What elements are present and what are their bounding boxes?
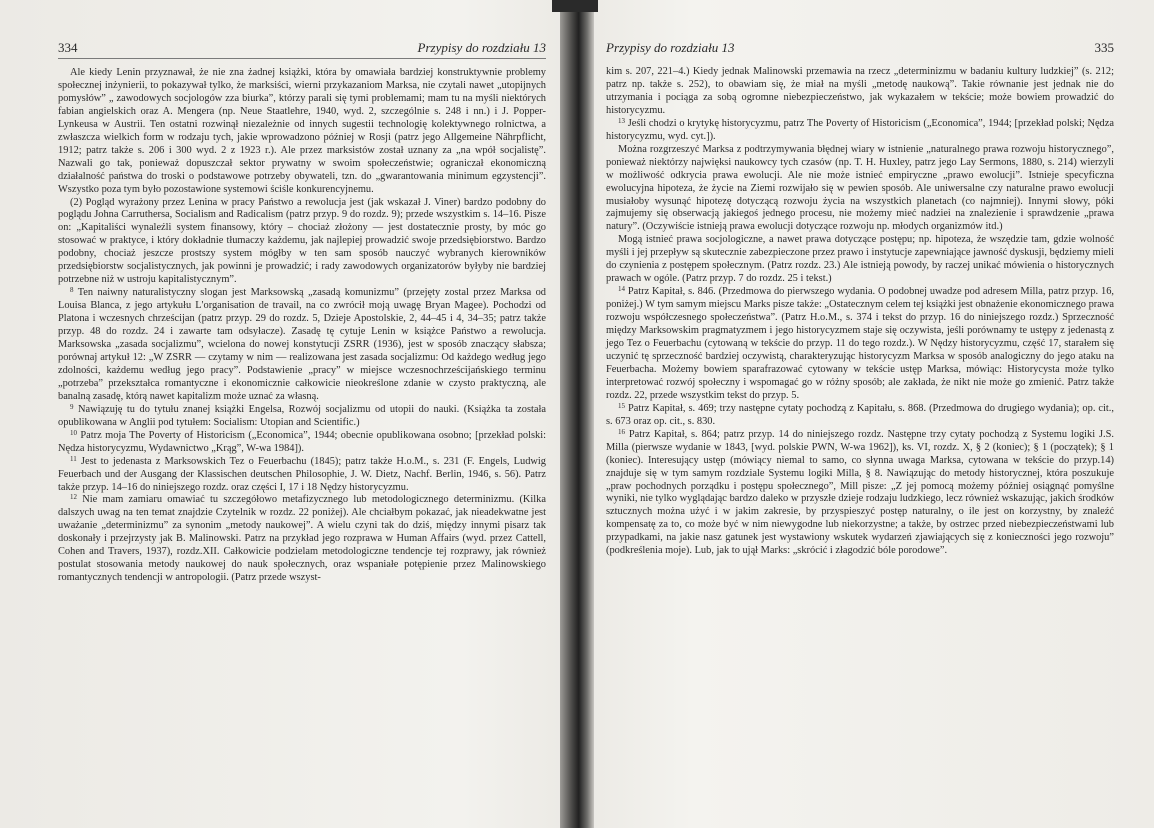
paragraph <box>606 144 1114 235</box>
right-page-text <box>606 66 1114 558</box>
footnote-text: Nawiązuję tu do tytułu znanej książki Engelsa, Rozwój socjalizmu od utopii do nauki. (Książka ta została opublikowana w Anglii pod tytułem: Socialism: Utopian and Scientific.) <box>58 403 546 428</box>
footnote-number: 8 <box>70 286 74 295</box>
paragraph-text: Mogą istnieć prawa socjologiczne, a nawet prawa dotyczące postępu; np. hipoteza, że wszędzie tam, gdzie wolność myśli i jej przepływ są skutecznie zabezpieczone przez prawo i instytucje zapewniające jawność dyskusji, będziemy mieli do czynienia z postępem społecznym. (Patrz rozdz. 23.) Ale istnieją powody, by raczej unikać mówienia o historycznych prawach w ogóle. (Patrz przyp. 7 do rozdz. 25 i tekst.) <box>606 234 1114 285</box>
footnote-text: Jeśli chodzi o krytykę historycyzmu, patrz The Poverty of Historicism („Economica”, 1944; [przekład polski; Nędza historycyzmu, wyd. cyt.]). <box>606 117 1114 142</box>
footnote-number: 13 <box>618 116 625 125</box>
paragraph-text: kim s. 207, 221–4.) Kiedy jednak Malinowski przemawia na rzecz „determinizmu w badaniu kultury ludzkiej” (s. 212; patrz np. także s. 252), to obawiam się, że miał na myśli „metodę naukową”. Takie równanie jest jednak nie do utrzymania i pociąga za sobą ogromne niebezpieczeństwo, jak wykazałem w tekście; może bowiem prowadzić do historycyzmu. <box>606 66 1114 116</box>
paragraph <box>58 67 546 197</box>
right-page-header <box>606 40 1114 58</box>
paragraph <box>606 234 1114 286</box>
footnote-text: Jest to jedenasta z Marksowskich Tez o Feuerbachu (1845); patrz także H.o.M., s. 231 (F. Engels, Ludwig Feuerbach und der Ausgang der Klassischen deutschen Philosophie, J. W. Dietz, Nachf. Berlin, 1946, s. 56). Patrz także przyp. 14–16 do niniejszego rozdz. oraz części I, 17 i 18 Nędzy historycyzmu. <box>58 455 546 493</box>
footnote-text: Nie mam zamiaru omawiać tu szczegółowo metafizycznego lub metodologicznego determinizmu. (Kilka dalszych uwag na ten temat znajdzie Czytelnik w rozdz. 22 poniżej). Ale chciałbym pokazać, jak nieadekwatne jest uważanie „determinizmu” za synonim „metody naukowej”. A wielu czyni tak do dziś, między innymi pisarz tak doskonały i przejrzysty jak B. Malinowski. Patrz na przykład jego rozprawa w Human Affairs (wyd. przez Cattell, Cohen and Travers, 1937), rozdz.XII. Całkowicie podzielam metodologiczne tendencje tej rozprawy, jak również postulat stosowania metody naukowej do nauk społecznych, oraz wspaniałe potępienie przez Malinowskiego romantycznych tendencji w antropologii. (Patrz przede wszyst- <box>58 494 546 584</box>
footnote-number: 10 <box>70 428 77 437</box>
footnote <box>58 456 546 495</box>
running-head: Przypisy do rozdziału 13 <box>606 40 735 55</box>
footnote-number: 15 <box>618 401 625 410</box>
footnote-number: 12 <box>70 493 77 502</box>
footnote-text: Patrz Kapitał, s. 864; patrz przyp. 14 do niniejszego rozdz. Następne trzy cytaty pochodzą z Systemu logiki J.S. Milla (pierwsze wydanie w 1843, [wyd. polskie PWN, W-wa 1962]), ks. VI, rozdz. X, § 2 (koniec); § 1 (początek); § 1 (koniec). Interesujący ustęp (mówiący niemal to samo, co słynna uwaga Marksa, cytowana w tekście do przyp.14) znajduje się w tym samym rozdziale Systemu logiki Milla, § 8. Nawiązując do metody historycznej, która poszukuje „praw pochodnych porządku i postępu społecznego”, Mill pisze: „Z jej pomocą możemy później osiągnąć pomyślne wyniki, nie tylko wyglądając bardzo daleko w przyszłe dzieje rodzaju ludzkiego, lecz również wskazując, jakich środków sztucznych można użyć i w jakim zakresie, by przyspieszyć postęp naturalny, o ile jest on korzystny, by znaleźć kompensatę za to, co może być w nim niewygodne lub niekorzystne; a także, by ostrzec przed niebezpieczeństwami lub przypadkami, na jakie nasz gatunek jest wystawiony wskutek wydarzeń zjawiających się z konieczności jego rozwoju” (podkreślenia moje). Lub, jak to ujął Marks: „skrócić i złagodzić bóle porodowe”. <box>606 428 1114 557</box>
left-page-header <box>58 40 546 59</box>
footnote-number: 9 <box>70 402 74 411</box>
paragraph <box>58 197 546 288</box>
footnote <box>606 118 1114 144</box>
footnote <box>606 429 1114 559</box>
paragraph <box>606 66 1114 118</box>
footnote-number: 16 <box>618 427 625 436</box>
footnote-text: Patrz Kapitał, s. 846. (Przedmowa do pierwszego wydania. O podobnej uwadze pod adresem Milla, patrz przyp. 16, poniżej.) W tym samym miejscu Marks pisze także: „Ostatecznym celem tej książki jest obnażenie ekonomicznego prawa rozwoju współczesnego społeczeństwa”. (Patrz H.o.M., s. 374 i tekst do przyp. 16 do niniejszego rozdz.) Sprzeczność między Marksowskim pragmatyzmem i jego historycyzmem staje się oczywista, jeśli porównamy te ustępy z jedenastą z jego Tez o Feuerbachu (cytowaną w tekście do przyp. 11 do tego rozdz.). W Nędzy historycyzmu, część 17, starałem się uczynić tę sprzeczność bardziej oczywistą, charakteryzując historycyzm Marksa w sposób analogiczny do jego ataku na Feuerbacha. Możemy bowiem sparafrazować cytowany w tekście ustęp Marksa, mówiąc: Historycysta może tylko interpretować rozwój społeczny i wspomagać go w różny sposób; ale zakłada, że nikt nie może go zmienić. Patrz także rozdz. 22, przede wszystkim tekst do przyp. 5. <box>606 286 1114 401</box>
footnote-text: Ten naiwny naturalistyczny slogan jest Marksowską „zasadą komunizmu” (przejęty zostal przez Marksa od Louisa Blanca, z jego artykułu L'organisation de travail, na co zwrócił moją uwagę Bryan Magee). Pochodzi od Platona i wczesnych chrześcijan (patrz przyp. 29 do rozdz. 5, Dzieje Apostolskie, 2, 44–45 i 4, 34–35; patrz także przyp. 48 do rozdz. 24 i zawarte tam odsyłacze). Zasadę tę cytuje Lenin w książce Państwo a rewolucja. Marksowska „zasada socjalizmu”, wcielona do nowej konstytucji ZSRR (1936), jest w sposób znaczący słabsza; porównaj artykuł 12: „W ZSRR — czytamy w nim — realizowana jest zasada socjalizmu: Od każdego według jego zdolności, każdemu według jego pracy”. Podstawienie „pracy” w miejsce wczesnochrześcijańskiego terminu „potrzeba” przekształca romantyczne i ekonomicznie całkowicie nieokreślone zdanie w czysto praktyczną, ale banalną zasadę, którą nawet kapitalizm może uznać za własną. <box>58 287 546 402</box>
footnote-number: 11 <box>70 454 77 463</box>
footnote <box>58 430 546 456</box>
paragraph-text: Można rozgrzeszyć Marksa z podtrzymywania błędnej wiary w istnienie „naturalnego prawa rozwoju historycznego”, ponieważ niektórzy najwięksi naukowcy tych czasów (np. T. H. Huxley, patrz jego Lay Sermons, 1880, s. 214) wierzyli w możliwość odkrycia prawa ewolucji. Ale nie może istnieć empiryczne „prawo ewolucji”. Istnieje specyficzna ewolucyjna hipoteza, że życie na Ziemi rozwijało się w pewien sposób. Ale uniwersalne czy naturalne prawo ewolucji musiałoby wysunąć hipotezę dotyczącą rozwoju życia na wszystkich planetach (co najmniej). Innymi słowy, póki zajmujemy się obserwacją jakiegoś jednego procesu, nie możemy mieć nadziei na znalezienie i sprawdzenie „prawa natury”. (Oczywiście istnieją prawa ewolucji dotyczące rozwoju np. młodych organizmów itd.) <box>606 143 1114 233</box>
running-head: Przypisy do rozdziału 13 <box>417 40 546 55</box>
left-page-text <box>58 67 546 585</box>
page-number: 334 <box>58 40 78 55</box>
paragraph-text: Ale kiedy Lenin przyznawał, że nie zna żadnej książki, która by omawiała bardziej konstruktywnie problemy społecznej inżynierii, to pokazywał tylko, że marksiści, wierni przykazaniom Marksa, nie czytali nawet „utopijnych pomysłów” „ zawodowych socjologów zza biurka”, którzy parali się tymi problemami; mam tu na myśli niektórych fabian angielskich oraz A. Mengera (np. Neue Staatlehre, 1940, wyd. 2, szczególnie s. 248 i nn.) i J. Popper-Lynkeusa w Austrii. Ten ostatni rozwinął niezależnie od innych sugestii technologię kolektywnego rolnictwa, a zwłaszcza wielkich form w rodzaju tych, jakie wprowadzono później w Rosji (patrz jego Allgemeine Nährpflicht, 1912; patrz także s. 206 i 300 wyd. 2 z 1923 r.). Ale przez marksistów został uznany za „na wpół socjalistę”. Nazwali go tak, ponieważ dopuszczał sektor prywatny w swoim społeczeństwie; ograniczał ekonomiczną działalność państwa do troski o podstawowe potrzeby obywateli, tzn. do „gwarantowania minimum egzystencji”. Wszystko poza tym było pozostawione systemowi ściśle konkurencyjnemu. <box>58 67 546 195</box>
footnote-text: Patrz moja The Poverty of Historicism („Economica”, 1944; obecnie opublikowana osobno; [przekład polski: Nędza historycyzmu, Wydawnictwo „Krąg”, W-wa 1984]). <box>58 429 546 454</box>
footnote-number: 14 <box>618 285 625 294</box>
footnote-text: Patrz Kapitał, s. 469; trzy następne cytaty pochodzą z Kapitału, s. 868. (Przedmowa do drugiego wydania); op. cit., s. 673 oraz op. cit., s. 830. <box>606 402 1114 427</box>
right-page <box>586 0 1154 828</box>
footnote <box>58 404 546 430</box>
footnote <box>606 286 1114 403</box>
left-page <box>0 0 568 828</box>
footnote <box>606 403 1114 429</box>
page-number: 335 <box>1094 40 1114 55</box>
footnote <box>58 494 546 585</box>
footnote <box>58 287 546 404</box>
paragraph-text: (2) Pogląd wyrażony przez Lenina w pracy Państwo a rewolucja jest (jak wskazał J. Viner) bardzo podobny do poglądu Johna Carruthersa, Socialism and Radicalism (patrz przyp. 9 do rozdz. 9); przede wszystkim s. 14–16. Pisze on: „Kapitaliści wynaleźli system finansowy, który – chociaż złożony — jest dostatecznie prosty, by móc go stosować w praktyce, i który dokładnie tłumaczy każdemu, jak najlepiej prowadzić swoje przedsiębiorstwo. Bardzo podobny, chociaż jeszcze prostszy system mógłby w ten sam sposób nauczyć wybranych kierowników przedsiębiorstw socjalistycznych, jak powinni je prowadzić; i rady zawodowych organizatorów byłyby nie bardziej potrzebne niż w ustroju kapitalistycznym”. <box>58 196 546 286</box>
